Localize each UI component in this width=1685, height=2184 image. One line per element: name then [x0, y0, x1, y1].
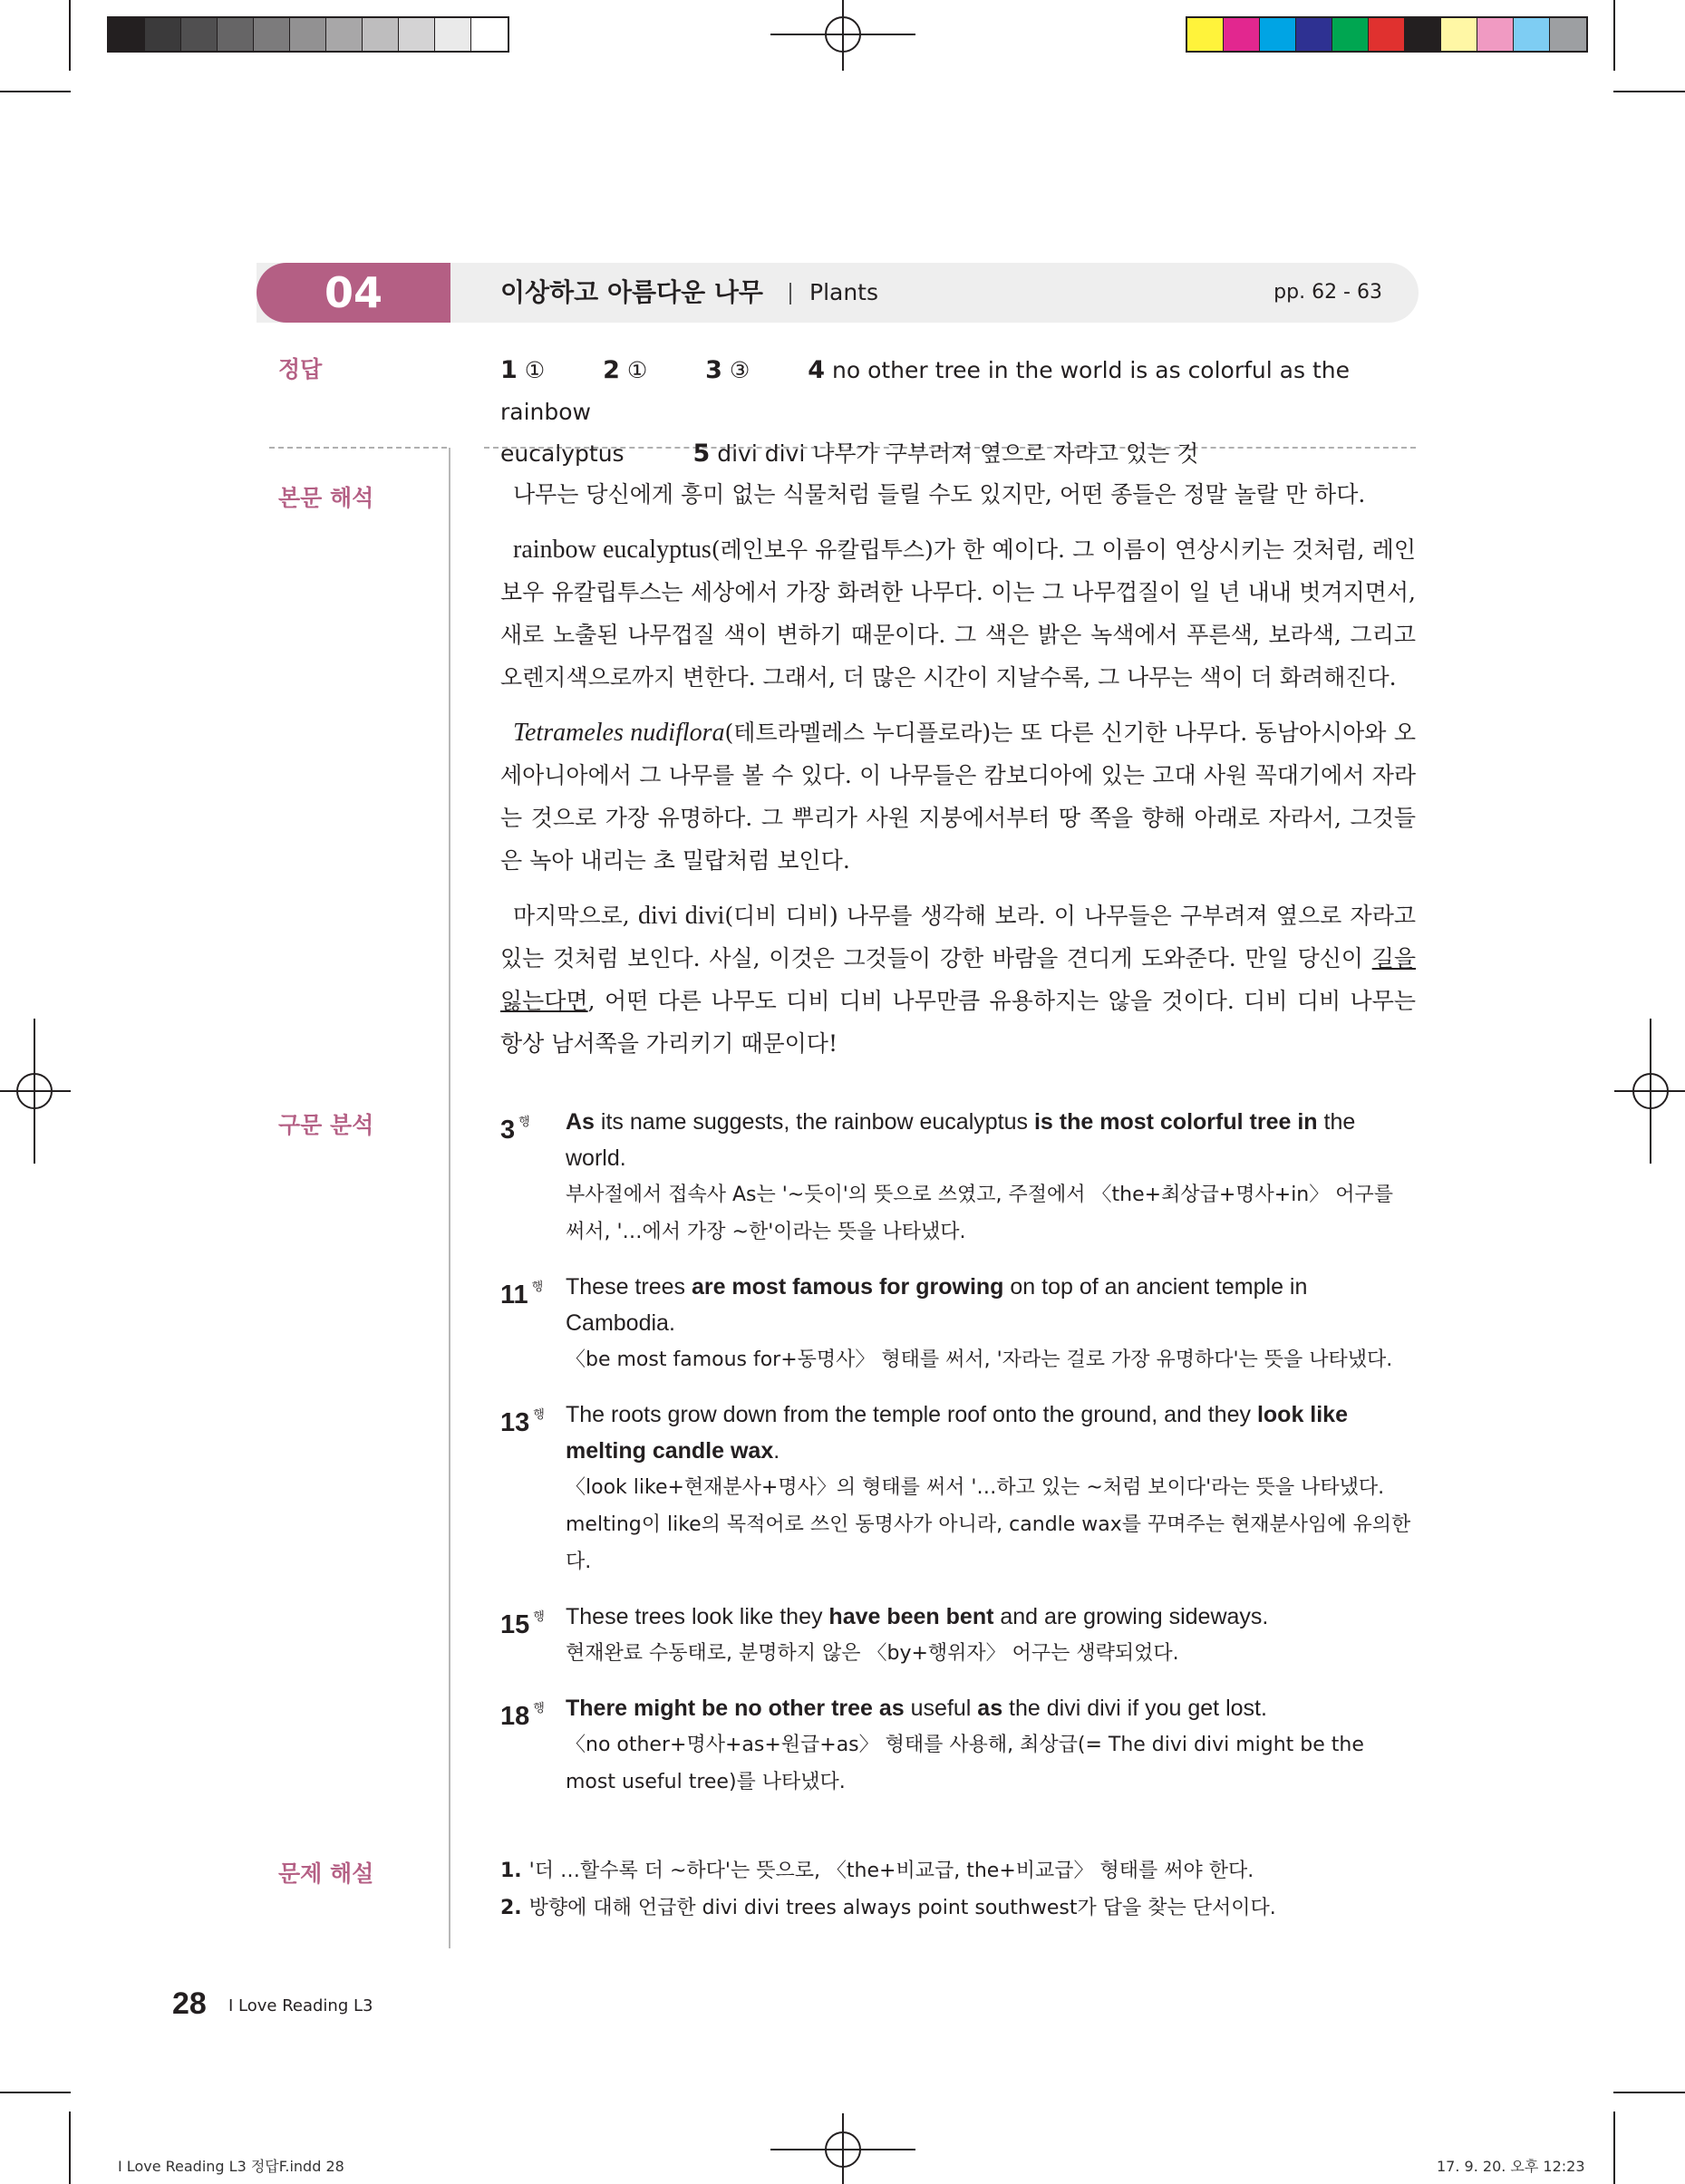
grammar-item	[500, 1104, 1416, 1251]
english-term: Tetrameles nudiflora	[513, 719, 725, 747]
crop-mark	[0, 2092, 71, 2093]
swatch	[471, 18, 508, 51]
crop-mark	[0, 91, 71, 92]
print-timestamp: 17. 9. 20. 오후 12:23	[1437, 2158, 1585, 2175]
line-mark: 행	[518, 1115, 530, 1128]
grammar-analysis	[500, 1104, 1416, 1819]
swatch	[1550, 18, 1586, 51]
crop-mark	[1613, 2092, 1685, 2093]
unit-category: Plants	[809, 279, 879, 305]
column-divider	[449, 448, 450, 1948]
explanation-item: 2. 방향에 대해 언급한 divi divi trees always point southwest가 답을 찾는 단서이다.	[500, 1897, 1276, 1919]
explanation-item: 1. '더 …할수록 더 ~하다'는 뜻으로, 〈the+비교급, the+비교급〉 형태를 써야 한다.	[500, 1860, 1254, 1882]
swatch	[1260, 18, 1296, 51]
answer-number: 5	[692, 440, 711, 468]
line-number: 15 $^행$	[500, 1609, 545, 1639]
answer-number: 1	[500, 356, 518, 384]
answer-number: 3	[705, 356, 722, 384]
page-number: 28	[172, 1986, 207, 2021]
swatch	[145, 18, 181, 51]
translation-text	[500, 473, 1416, 1078]
english-term: rainbow eucalyptus	[513, 536, 712, 564]
line-mark: 행	[533, 1701, 545, 1715]
swatch	[435, 18, 471, 51]
swatch	[1441, 18, 1477, 51]
example-sentence: The roots grow down from the temple roof onto the ground, and they look like melting candle wax.	[566, 1402, 1348, 1464]
crop-mark	[1613, 2112, 1615, 2184]
swatch	[399, 18, 435, 51]
grammar-item	[500, 1599, 1416, 1672]
crop-mark	[69, 2112, 71, 2184]
crop-mark	[842, 0, 844, 71]
grammar-note: 〈look like+현재분사+명사〉의 형태를 써서 '…하고 있는 ~처럼 보이다'라는 뜻을 나타냈다. melting이 like의 목적어로 쓰인 동명사가 아니라, candle wax를 꾸며주는 현재분사임에 유의한다.	[566, 1476, 1411, 1573]
swatch	[1514, 18, 1550, 51]
answer-value: eucalyptus	[500, 440, 625, 467]
header-divider	[789, 283, 791, 304]
swatch	[1296, 18, 1332, 51]
grammar-label: 구문 분석	[278, 1112, 374, 1138]
grammar-item	[500, 1690, 1416, 1801]
translation-label: 본문 해석	[278, 485, 374, 511]
swatch	[1332, 18, 1369, 51]
book-title: I Love Reading L3	[228, 1996, 373, 2015]
swatch	[218, 18, 254, 51]
swatch	[181, 18, 218, 51]
swatch	[109, 18, 145, 51]
swatch	[326, 18, 363, 51]
swatch	[1369, 18, 1405, 51]
swatch	[1477, 18, 1514, 51]
line-mark: 행	[533, 1407, 545, 1421]
underlined-text: 길을 잃는다면	[500, 945, 1416, 1014]
grammar-note: 현재완료 수동태로, 분명하지 않은 〈by+행위자〉 어구는 생략되었다.	[566, 1642, 1179, 1665]
line-mark: 행	[531, 1280, 544, 1293]
answer-value: ③	[729, 357, 751, 383]
english-term: divi divi	[637, 902, 725, 930]
grammar-note: 부사절에서 접속사 As는 '~듯이'의 뜻으로 쓰였고, 주절에서 〈the+최상급+명사+in〉 어구를 써서, '…에서 가장 ~한'이라는 뜻을 나타냈다.	[566, 1184, 1394, 1243]
paragraph-text: (디비 디비) 나무를 생각해 보라. 이 나무들은 구부려져 옆으로 자라고 있는 것처럼 보인다. 사실, 이것은 그것들이 강한 바람을 견디게 도와준다. 만일 당신이	[500, 903, 1416, 971]
answer-number: 4	[808, 356, 826, 384]
answer-value: no other tree in the world is as colorful as the rainbow	[500, 357, 1350, 425]
grammar-note: 〈no other+명사+as+원급+as〉 형태를 사용해, 최상급(= The divi divi might be the most useful tree)를 나타냈다.	[566, 1734, 1364, 1793]
unit-title: 이상하고 아름다운 나무	[500, 277, 763, 307]
paragraph-text: (테트라멜레스 누디플로라)는 또 다른 신기한 나무다. 동남아시아와 오세아니아에서 그 나무를 볼 수 있다. 이 나무들은 캄보디아에 있는 고대 사원 꼭대기에서 자라는 것으로 가장 유명하다. 그 뿌리가 사원 지붕에서부터 땅 쪽을 향해 아래로 자라서, 그것들은 녹아 내리는 초 밀랍처럼 보인다.	[500, 720, 1416, 874]
line-number: 13 $^행$	[500, 1407, 545, 1437]
crop-mark	[1613, 91, 1685, 92]
translation-paragraph	[500, 894, 1416, 1065]
crop-mark	[0, 1090, 71, 1092]
crop-mark	[842, 2113, 844, 2184]
answer-value: divi divi 나무가 구부러져 옆으로 자라고 있는 것	[717, 440, 1199, 467]
process-color-swatches	[1186, 16, 1588, 53]
line-number: 3 $^행$	[500, 1115, 530, 1145]
paragraph-text: 나무는 당신에게 흥미 없는 식물처럼 들릴 수도 있지만, 어떤 종들은 정말 놀랄 만 하다.	[513, 481, 1366, 507]
translation-paragraph	[500, 528, 1416, 699]
answer-line-2	[500, 433, 1416, 475]
example-sentence: These trees are most famous for growing on top of an ancient temple in Cambodia.	[566, 1274, 1308, 1336]
crop-mark	[34, 1019, 35, 1164]
answer-key	[500, 350, 1416, 475]
example-sentence: There might be no other tree as useful as the divi divi if you get lost.	[566, 1696, 1267, 1721]
answer-value: ①	[626, 357, 648, 383]
page-range: pp. 62 - 63	[1273, 281, 1382, 304]
unit-number: 04	[257, 263, 450, 323]
problem-explanation	[500, 1852, 1416, 1927]
answer-number: 2	[603, 356, 620, 384]
swatch	[1187, 18, 1224, 51]
example-sentence: These trees look like they have been bent and are growing sideways.	[566, 1604, 1269, 1629]
grammar-item	[500, 1269, 1416, 1378]
example-sentence: As its name suggests, the rainbow eucalyptus is the most colorful tree in the world.	[566, 1109, 1356, 1171]
translation-paragraph	[500, 711, 1416, 882]
explanation-label: 문제 해설	[278, 1860, 374, 1887]
swatch	[1224, 18, 1260, 51]
line-number: 11 $^행$	[500, 1280, 544, 1309]
paragraph-text: (레인보우 유칼립투스)가 한 예이다. 그 이름이 연상시키는 것처럼, 레인보우 유칼립투스는 세상에서 가장 화려한 나무다. 이는 그 나무껍질이 일 년 내내 벗겨지면서, 새로 노출된 나무껍질 색이 변하기 때문이다. 그 색은 밝은 녹색에서 푸른색, 보라색, 그리고 오렌지색으로까지 변한다. 그래서, 더 많은 시간이 지날수록, 그 나무는 색이 더 화려해진다.	[500, 536, 1416, 691]
swatch	[254, 18, 290, 51]
crop-mark	[1613, 0, 1615, 71]
answer-line-1	[500, 350, 1416, 433]
grammar-note: 〈be most famous for+동명사〉 형태를 써서, '자라는 걸로 가장 유명하다'는 뜻을 나타냈다.	[566, 1348, 1393, 1371]
line-number: 18 $^행$	[500, 1701, 545, 1731]
swatch	[290, 18, 326, 51]
dashed-divider	[269, 447, 447, 449]
swatch	[363, 18, 399, 51]
grayscale-swatches	[107, 16, 509, 53]
translation-paragraph	[500, 473, 1416, 516]
file-slug: I Love Reading L3 정답F.indd 28	[118, 2158, 344, 2175]
paragraph-text: , 어떤 다른 나무도 디비 디비 나무만큼 유용하지는 않을 것이다. 디비 디비 나무는 항상 남서쪽을 가리키기 때문이다!	[500, 988, 1416, 1057]
crop-mark	[1650, 1019, 1651, 1164]
grammar-item	[500, 1396, 1416, 1580]
answer-value: ①	[524, 357, 546, 383]
swatch	[1405, 18, 1441, 51]
crop-mark	[69, 0, 71, 71]
answers-label: 정답	[278, 356, 323, 382]
paragraph-text: 마지막으로,	[513, 903, 638, 929]
line-mark: 행	[533, 1609, 545, 1623]
